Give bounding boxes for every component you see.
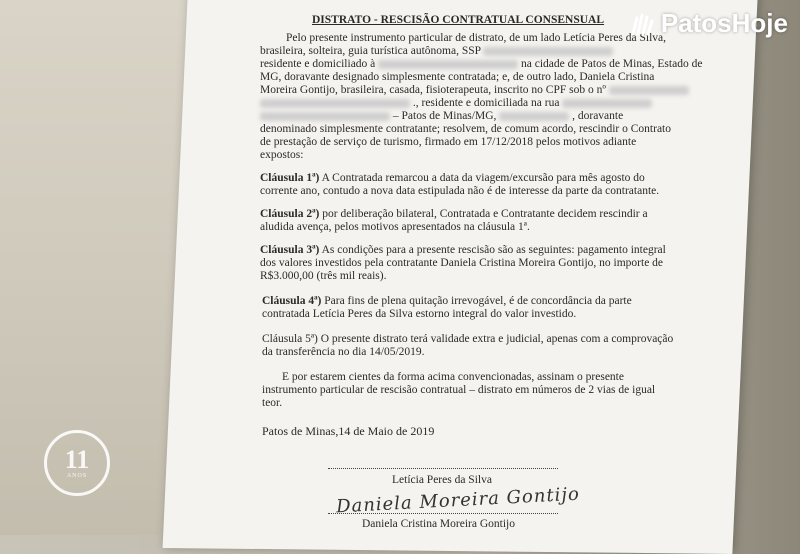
clause-label: Cláusula 3ª) [260,244,320,256]
clause-2-line: aludida avença, pelos motivos apresentados na cláusula 1ª. [260,221,530,233]
brand-watermark [629,8,788,39]
clause-label: Cláusula 2ª) [260,208,320,220]
clause-3-line: R$3.000,00 (três mil reais). [260,270,387,282]
redacted-text [260,112,390,121]
clause-1-line: corrente ano, contudo a nova data estipulada não é de interesse da parte da contratante. [260,185,660,197]
clause-5-line: da transferência no dia 14/05/2019. [262,346,425,358]
clause-label: Cláusula 5ª) [262,333,318,345]
intro-line: Pelo presente instrumento particular de distrato, de um lado Letícia Peres da Silva, [286,32,667,44]
seal-number: 11 [64,445,90,474]
signatory-name: Daniela Cristina Moreira Gontijo [362,518,515,530]
clause-label: Cláusula 1ª) [260,172,320,184]
document [200,0,765,535]
seal-caption: ANOS [66,473,88,479]
intro-line: MG, doravante designado simplesmente contratada; e, de outro lado, Daniela Cristina [260,71,655,83]
closing-line: E por estarem cientes da forma acima convencionadas, assinam o presente [282,371,624,383]
redacted-text [378,60,518,69]
redacted-text [483,47,613,56]
redacted-text [609,86,689,95]
closing-line: instrumento particular de rescisão contratual – distrato em números de 2 vias de igual [262,384,656,396]
clause-3-line: dos valores investidos pela contratante Daniela Cristina Moreira Gontijo, no importe de [260,257,664,269]
redacted-text [499,112,569,121]
clause-1: Cláusula 1ª) A Contratada remarcou a data da viagem/excursão para mês agosto do [260,172,645,184]
intro-line: ., residente e domiciliada na rua [260,97,652,110]
intro-line: – Patos de Minas/MG, , doravante [260,110,623,123]
clause-4-line: contratada Letícia Peres da Silva estorno integral do valor investido. [262,308,577,320]
clause-4: Cláusula 4ª) Para fins de plena quitação irrevogável, é de concordância da parte [262,295,632,307]
clause-5: Cláusula 5ª) O presente distrato terá validade extra e judicial, apenas com a comprovação [262,333,674,345]
place-date: Patos de Minas,14 de Maio de 2019 [262,424,435,438]
clause-3: Cláusula 3ª) As condições para a presente rescisão são as seguintes: pagamento integral [260,244,666,256]
document-title: DISTRATO - RESCISÃO CONTRATUAL CONSENSUAL [312,14,605,26]
intro-line: brasileira, solteira, guia turística autônoma, SSP [260,45,613,58]
clause-label: Cláusula 4ª) [262,295,322,307]
intro-line: expostos: [260,149,304,161]
intro-line: residente e domiciliado à na cidade de Patos de Minas, Estado de [260,58,703,70]
intro-line: de prestação de serviço de turismo, firmado em 17/12/2018 pelos motivos adiante [260,136,637,148]
signature-line [328,513,558,514]
redacted-text [562,99,652,108]
handwritten-signature: Daniela Moreira Gontijo [335,483,581,518]
signatory-name: Letícia Peres da Silva [392,474,492,486]
signature-line [328,468,558,469]
intro-line: denominado simplesmente contratante; resolvem, de comum acordo, rescindir o Contrato [260,123,672,135]
clause-2: Cláusula 2ª) por deliberação bilateral, Contratada e Contratante decidem rescindir a [260,208,648,220]
hand-icon [629,12,655,36]
brand-name: PatosHoje [660,8,788,38]
redacted-text [260,99,410,108]
closing-line: teor. [262,397,283,409]
anniversary-seal [44,430,110,496]
intro-line: Moreira Gontijo, brasileira, casada, fisioterapeuta, inscrito no CPF sob o nº [260,84,689,97]
